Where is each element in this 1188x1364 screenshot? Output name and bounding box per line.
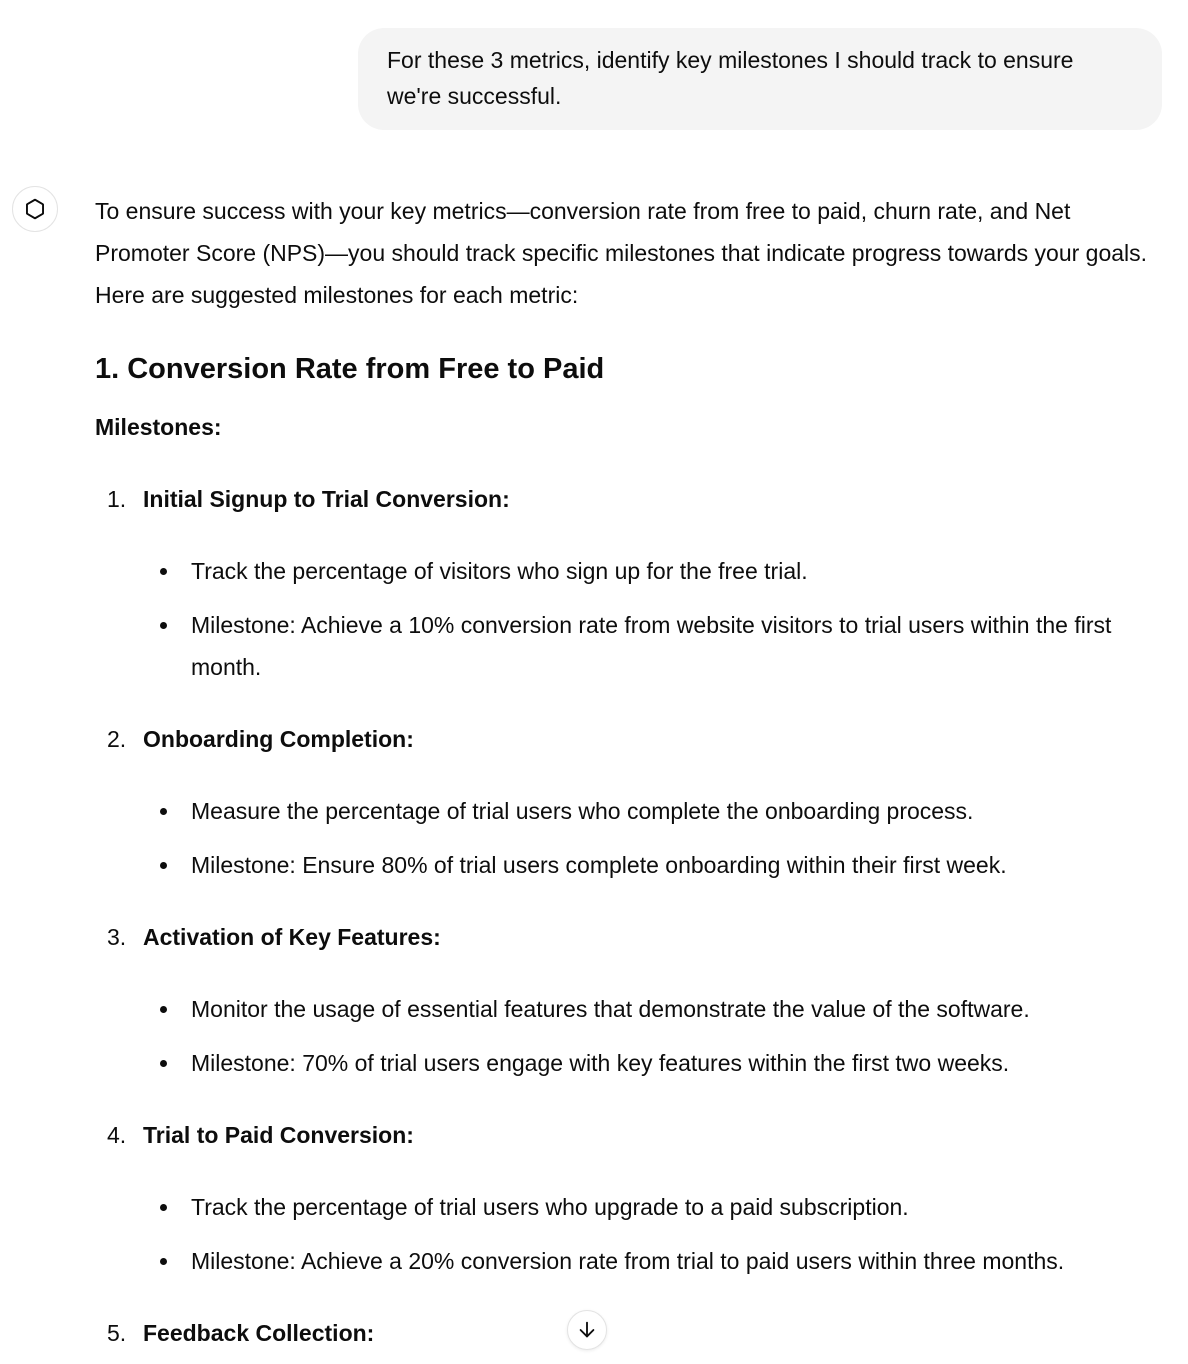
bullet-dot	[160, 862, 167, 869]
user-message-bubble	[358, 28, 1162, 130]
bullet-text: Track the percentage of visitors who sign up for the free trial.	[191, 558, 808, 584]
bullet-dot	[160, 808, 167, 815]
bullet-text: Milestone: Achieve a 20% conversion rate from trial to paid users within three months.	[191, 1248, 1065, 1274]
milestones-subheading: Milestones:	[95, 414, 222, 440]
list-item-title: Trial to Paid Conversion:	[143, 1122, 414, 1148]
assistant-intro: To ensure success with your key metrics—conversion rate from free to paid, churn rate, and Net Promoter Score (NPS)—you should track specific milestones that indicate progress towards your goals. Here are suggested milestones for each metric:	[95, 198, 1148, 308]
list-item-number: 3.	[107, 924, 127, 950]
list-item-title: Initial Signup to Trial Conversion:	[143, 486, 510, 512]
scroll-to-bottom-button[interactable]	[567, 1310, 607, 1350]
bullet-dot	[160, 1006, 167, 1013]
bullet-text: Monitor the usage of essential features that demonstrate the value of the software.	[191, 996, 1030, 1022]
bullet-dot	[160, 1060, 167, 1067]
list-item-title: Feedback Collection:	[143, 1320, 375, 1346]
list-item-number: 5.	[107, 1320, 127, 1346]
list-item-number: 4.	[107, 1122, 127, 1148]
bullet-text: Milestone: 70% of trial users engage with key features within the first two weeks.	[191, 1050, 1010, 1076]
bullet-item	[163, 604, 1135, 688]
bullet-dot	[160, 568, 167, 575]
bullet-text: Track the percentage of trial users who upgrade to a paid subscription.	[191, 1194, 909, 1220]
list-item-title: Onboarding Completion:	[143, 726, 414, 752]
list-item-title: Activation of Key Features:	[143, 924, 441, 950]
bullet-dot	[160, 1204, 167, 1211]
bullet-item	[163, 988, 1135, 1030]
list-item-number: 2.	[107, 726, 127, 752]
bullet-dot	[160, 622, 167, 629]
bullet-dot	[160, 1258, 167, 1265]
bullet-item	[163, 1042, 1135, 1084]
user-message-text: For these 3 metrics, identify key milestones I should track to ensure we're successful.	[387, 47, 1074, 109]
bullet-text: Milestone: Ensure 80% of trial users complete onboarding within their first week.	[191, 852, 1007, 878]
bullet-item	[163, 550, 1135, 592]
chatgpt-logo-icon	[21, 195, 49, 223]
list-item-number: 1.	[107, 486, 127, 512]
arrow-down-icon	[576, 1319, 598, 1341]
assistant-avatar	[12, 186, 58, 232]
bullet-item	[163, 844, 1135, 886]
section-heading: 1. Conversion Rate from Free to Paid	[95, 353, 605, 385]
bullet-item	[163, 1240, 1135, 1282]
bullet-text: Measure the percentage of trial users who complete the onboarding process.	[191, 798, 974, 824]
bullet-text: Milestone: Achieve a 10% conversion rate from website visitors to trial users within the first month.	[191, 612, 1112, 680]
bullet-item	[163, 1186, 1135, 1228]
bullet-item	[163, 790, 1135, 832]
